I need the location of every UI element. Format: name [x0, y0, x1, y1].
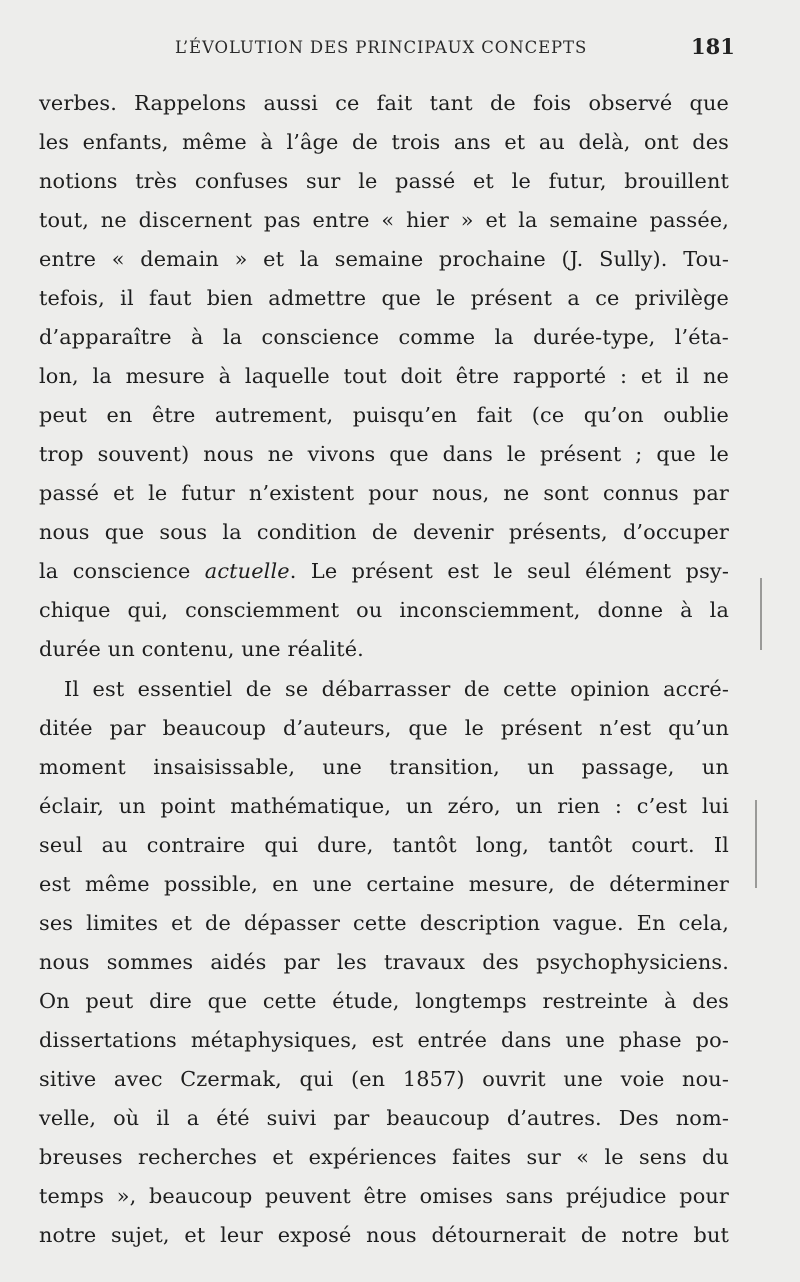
text-line: éclair, un point mathématique, un zéro, un rien : c’est lui: [39, 794, 729, 818]
text-line: seul au contraire qui dure, tantôt long, tantôt court. Il: [39, 833, 729, 857]
text-line: notre sujet, et leur exposé nous détournerait de notre but: [39, 1223, 729, 1247]
text-line: trop souvent) nous ne vivons que dans le présent ; que le: [39, 442, 729, 466]
text-line: lon, la mesure à laquelle tout doit être rapporté : et il ne: [39, 364, 729, 388]
margin-pencil-mark: [760, 578, 762, 650]
running-title: L’ÉVOLUTION DES PRINCIPAUX CONCEPTS: [175, 38, 588, 57]
text-segment: la conscience: [39, 559, 205, 583]
text-line: d’apparaître à la conscience comme la durée-type, l’éta-: [39, 325, 729, 349]
italic-word: actuelle: [204, 559, 290, 583]
text-line: moment insaisissable, une transition, un passage, un: [39, 755, 729, 779]
text-line: temps », beaucoup peuvent être omises sans préjudice pour: [39, 1184, 729, 1208]
text-line: tout, ne discernent pas entre « hier » et la semaine passée,: [39, 208, 729, 232]
text-line: passé et le futur n’existent pour nous, ne sont connus par: [39, 481, 729, 505]
text-segment: . Le présent est le seul élément psy-: [289, 559, 729, 583]
text-line: Il est essentiel de se débarrasser de cette opinion accré-: [64, 677, 729, 701]
running-head: [0, 34, 800, 66]
margin-pencil-mark: [755, 800, 757, 888]
text-line: ditée par beaucoup d’auteurs, que le présent n’est qu’un: [39, 716, 729, 740]
text-line: ses limites et de dépasser cette description vague. En cela,: [39, 911, 729, 935]
text-line: velle, où il a été suivi par beaucoup d’autres. Des nom-: [39, 1106, 729, 1130]
text-line-with-emphasis: [39, 552, 729, 590]
text-line: sitive avec Czermak, qui (en 1857) ouvrit une voie nou-: [39, 1067, 729, 1091]
text-line: tefois, il faut bien admettre que le présent a ce privilège: [39, 286, 729, 310]
text-line: breuses recherches et expériences faites sur « le sens du: [39, 1145, 729, 1169]
text-line: peut en être autrement, puisqu’en fait (ce qu’on oublie: [39, 403, 729, 427]
text-line: nous sommes aidés par les travaux des psychophysiciens.: [39, 950, 729, 974]
text-line: dissertations métaphysiques, est entrée dans une phase po-: [39, 1028, 729, 1052]
text-line: On peut dire que cette étude, longtemps restreinte à des: [39, 989, 729, 1013]
text-line: nous que sous la condition de devenir présents, d’occuper: [39, 520, 729, 544]
text-line: notions très confuses sur le passé et le futur, brouillent: [39, 169, 729, 193]
page-number: 181: [691, 34, 735, 59]
text-line: entre « demain » et la semaine prochaine (J. Sully). Tou-: [39, 247, 729, 271]
text-line: chique qui, consciemment ou inconsciemment, donne à la: [39, 598, 729, 622]
text-line: durée un contenu, une réalité.: [39, 637, 364, 661]
text-line: est même possible, en une certaine mesure, de déterminer: [39, 872, 729, 896]
text-line: les enfants, même à l’âge de trois ans et au delà, ont des: [39, 130, 729, 154]
text-line: verbes. Rappelons aussi ce fait tant de fois observé que: [39, 91, 729, 115]
